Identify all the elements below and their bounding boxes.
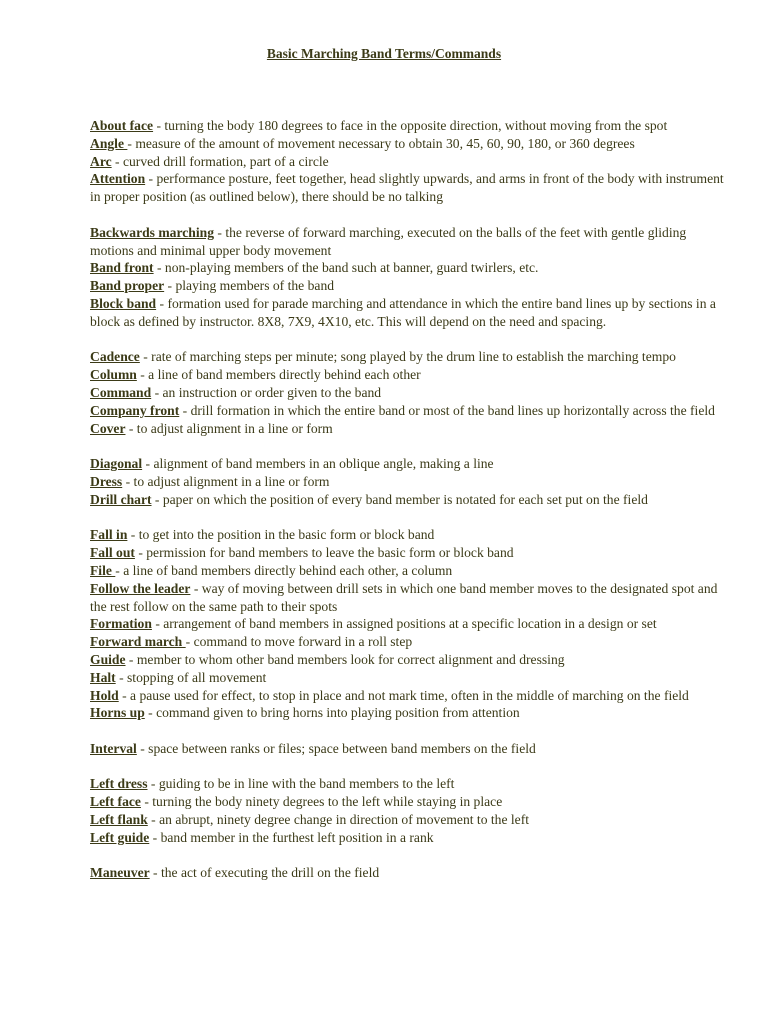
glossary-definition: - to adjust alignment in a line or form [122, 473, 330, 489]
glossary-entry [90, 633, 730, 651]
glossary-entry [90, 669, 730, 687]
glossary-term: Dress [90, 473, 123, 489]
glossary-definition: - the reverse of forward marching, executed on the balls of the feet with gentle gliding motions and minimal upper body movement [90, 224, 687, 258]
glossary-term: Band proper [90, 278, 165, 294]
glossary-term: Angle [90, 135, 128, 151]
glossary-term: Horns up [90, 705, 145, 721]
glossary-entry [90, 170, 730, 206]
glossary-entry [90, 224, 730, 260]
glossary-term: Company front [90, 402, 180, 418]
glossary-definition: - a line of band members directly behind each other [136, 367, 421, 383]
glossary-entry [90, 153, 730, 171]
glossary-definition: - way of moving between drill sets in which one band member moves to the designated spot and the rest follow on the same path to their spots [90, 580, 718, 614]
glossary-definition: - permission for band members to leave the basic form or block band [134, 545, 514, 561]
glossary-definition: - space between ranks or files; space between band members on the field [136, 740, 536, 756]
glossary-term: Formation [90, 616, 152, 632]
glossary-entry [90, 135, 730, 153]
glossary-term: Guide [90, 651, 126, 667]
glossary-definition: - measure of the amount of movement necessary to obtain 30, 45, 60, 90, 180, or 360 degrees [127, 135, 635, 151]
glossary-definition: - a line of band members directly behind each other, a column [115, 562, 453, 578]
glossary-definition: - to get into the position in the basic form or block band [127, 527, 435, 543]
glossary-term: Fall out [90, 545, 135, 561]
glossary-definition: - non-playing members of the band such at banner, guard twirlers, etc. [153, 260, 539, 276]
glossary-definition: - arrangement of band members in assigned positions at a specific location in a design or set [151, 616, 657, 632]
glossary-group [90, 348, 730, 437]
document-title: Basic Marching Band Terms/Commands [266, 46, 502, 61]
glossary-term: Left flank [90, 812, 148, 828]
glossary-term: Left dress [90, 776, 148, 792]
glossary-definition: - paper on which the position of every band member is notated for each set put on the field [151, 491, 648, 507]
glossary-entry [90, 615, 730, 633]
glossary-term: Hold [90, 687, 119, 703]
glossary-term: Attention [90, 171, 146, 187]
glossary-entry [90, 544, 730, 562]
glossary-definition: - the act of executing the drill on the field [149, 865, 380, 881]
glossary-group [90, 455, 730, 508]
glossary-entry [90, 704, 730, 722]
glossary-entry [90, 366, 730, 384]
glossary-term: Interval [90, 740, 137, 756]
glossary-group [90, 775, 730, 846]
glossary-definition: - an instruction or order given to the band [151, 384, 382, 400]
glossary-entry [90, 491, 730, 509]
glossary-entry [90, 402, 730, 420]
glossary-entry [90, 562, 730, 580]
glossary-definition: - playing members of the band [164, 278, 335, 294]
glossary-entry [90, 740, 730, 758]
glossary-term: Halt [90, 669, 116, 685]
glossary-term: Arc [90, 153, 112, 169]
glossary-entry [90, 117, 730, 135]
glossary-definition: - turning the body 180 degrees to face in the opposite direction, without moving from the spot [153, 118, 668, 133]
glossary-term: About face [90, 118, 154, 133]
glossary-term: Cover [90, 420, 126, 436]
glossary-entry [90, 277, 730, 295]
glossary-entry [90, 793, 730, 811]
glossary-term: Cadence [90, 349, 140, 365]
glossary-term: Left face [90, 794, 141, 810]
glossary-term: Drill chart [90, 491, 152, 507]
glossary-entry [90, 295, 730, 331]
glossary-term: Diagonal [90, 456, 143, 472]
glossary-definition: - formation used for parade marching and attendance in which the entire band lines up by sections in a block as defined by instructor. 8X8, 7X9, 4X10, etc. This will depend on the need and spacing. [90, 295, 716, 329]
glossary-definition: - an abrupt, ninety degree change in direction of movement to the left [147, 812, 530, 828]
glossary-term: Command [90, 384, 152, 400]
glossary-term: Backwards marching [90, 224, 214, 240]
glossary-entry [90, 259, 730, 277]
glossary-entry [90, 775, 730, 793]
glossary-entry [90, 829, 730, 847]
glossary-definition: - member to whom other band members look for correct alignment and dressing [125, 651, 565, 667]
glossary-definition: - alignment of band members in an oblique angle, making a line [142, 456, 494, 472]
glossary-term: Band front [90, 260, 154, 276]
glossary-term: Fall in [90, 527, 128, 543]
glossary-definition: - band member in the furthest left position in a rank [149, 829, 434, 845]
glossary-definition: - turning the body ninety degrees to the left while staying in place [140, 794, 503, 810]
glossary-term: Left guide [90, 829, 150, 845]
glossary-definition: - command to move forward in a roll step [185, 634, 413, 650]
glossary-group [90, 740, 730, 758]
glossary-definition: - rate of marching steps per minute; song played by the drum line to establish the marching tempo [139, 349, 676, 365]
glossary-definition: - command given to bring horns into playing position from attention [144, 705, 520, 721]
glossary-term: Column [90, 367, 137, 383]
glossary-entry [90, 687, 730, 705]
glossary-term: Maneuver [90, 865, 150, 881]
glossary-definition: - performance posture, feet together, head slightly upwards, and arms in front of the body with instrument in proper position (as outlined below), there should be no talking [90, 171, 724, 205]
glossary-entry [90, 811, 730, 829]
glossary-definition: - stopping of all movement [115, 669, 267, 685]
glossary-definition: - a pause used for effect, to stop in place and not mark time, often in the middle of marching on the field [118, 687, 689, 703]
glossary-entry [90, 651, 730, 669]
glossary-definition: - to adjust alignment in a line or form [125, 420, 333, 436]
glossary-entry [90, 420, 730, 438]
glossary-group [90, 117, 730, 206]
glossary-group [90, 224, 730, 331]
glossary-list [90, 117, 730, 900]
glossary-group [90, 864, 730, 882]
glossary-term: Forward march [90, 634, 186, 650]
glossary-definition: - curved drill formation, part of a circle [111, 153, 329, 169]
glossary-entry [90, 864, 730, 882]
glossary-entry [90, 526, 730, 544]
glossary-entry [90, 455, 730, 473]
glossary-entry [90, 473, 730, 491]
glossary-group [90, 526, 730, 722]
glossary-term: Block band [90, 295, 157, 311]
glossary-definition: - guiding to be in line with the band members to the left [147, 776, 455, 792]
glossary-entry [90, 348, 730, 366]
glossary-entry [90, 384, 730, 402]
glossary-entry [90, 580, 730, 616]
glossary-term: File [90, 562, 116, 578]
glossary-term: Follow the leader [90, 580, 191, 596]
glossary-definition: - drill formation in which the entire band or most of the band lines up horizontally across the field [179, 402, 715, 418]
